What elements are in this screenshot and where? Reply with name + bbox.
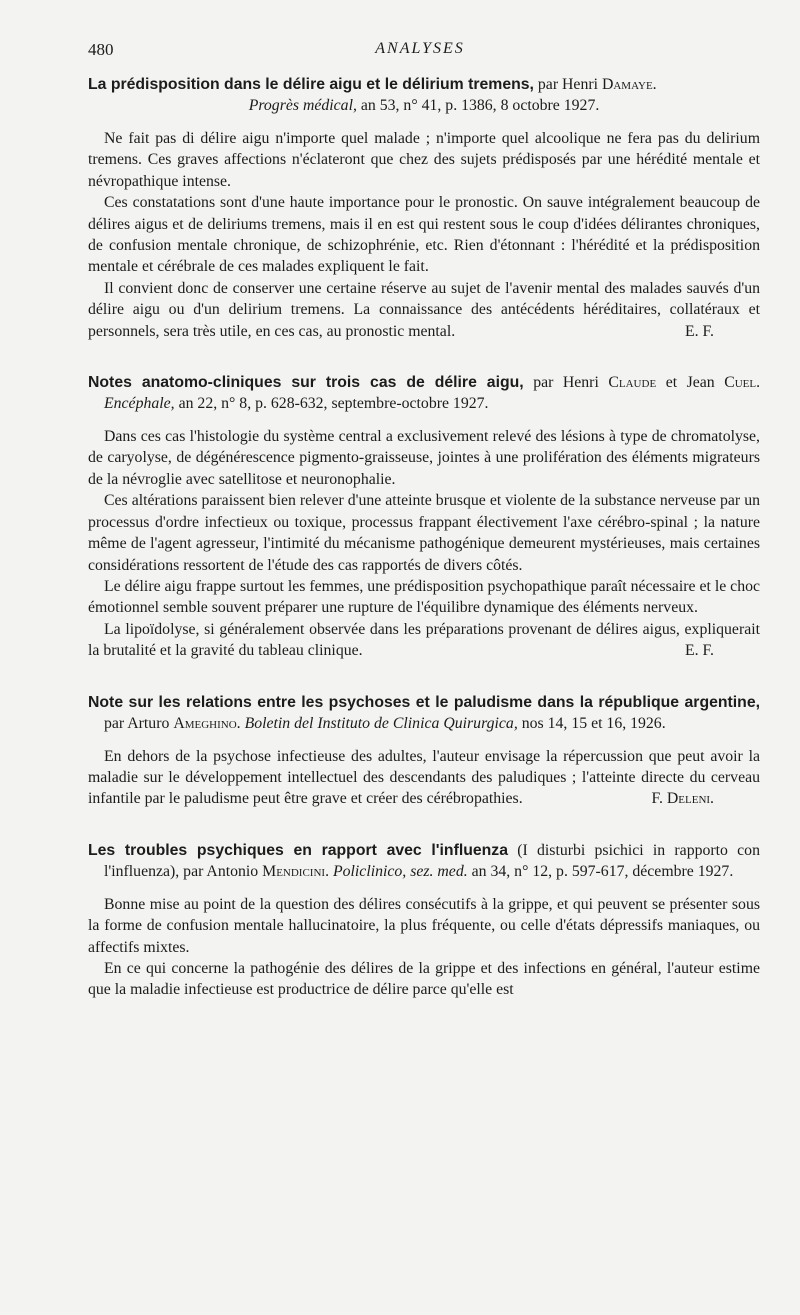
article-heading	[88, 74, 760, 116]
article-subtitle: (I disturbi psichici in rapporto con l'influenza),	[104, 841, 760, 880]
running-title: ANALYSES	[375, 40, 465, 57]
journal-name: Policlinico, sez. med.	[332, 862, 468, 880]
article-title: Note sur les relations entre les psychoses et le paludisme dans la république argentine,	[88, 693, 760, 711]
paragraph-text: Il convient donc de conserver une certaine réserve au sujet de l'avenir mental des malades sauvés d'un délire aigu ou d'un delirium tremens. La connaissance des antécédents héréditaires, collatéraux et personnels, sera très utile, en ces cas, au pronostic mental.	[88, 279, 760, 340]
article-3	[88, 692, 760, 810]
and-text: et Jean	[665, 374, 715, 392]
by-text: par Henri	[537, 76, 598, 93]
article-2	[88, 372, 760, 661]
paragraph: Ne fait pas di délire aigu n'importe quel malade ; n'importe quel alcoolique ne fera pas du delirium tremens. Ces graves affections n'éclateront que chez des sujets prédisposés par une hérédité mentale et névropathique intense.	[88, 130, 760, 190]
signature: E. F.	[684, 322, 714, 340]
journal-name: Encéphale,	[104, 395, 175, 413]
article-title: La prédisposition dans le délire aigu et le délirium tremens,	[88, 76, 534, 93]
article-heading	[88, 692, 760, 734]
author-name: Claude	[608, 374, 657, 392]
paragraph-text: En dehors de la psychose infectieuse des adultes, l'auteur envisage la répercussion que peut avoir la maladie sur le développement intellectuel des descendants des paludiques ; l'atteinte directe du cerveau infantile par le paludisme peut être grave et créer des cérébropathies.	[88, 747, 760, 808]
article-4	[88, 840, 760, 1001]
paragraph: Le délire aigu frappe surtout les femmes, une prédisposition psychopathique paraît nécessaire et le choc émotionnel semble souvent préparer une rupture de l'équilibre dynamique des éléments nerveux.	[88, 577, 760, 617]
content	[88, 74, 760, 1031]
paragraph: Dans ces cas l'histologie du système central a exclusivement relevé des lésions à type de chromatolyse, de caryolyse, de dégénérescence pigmento-graisseuse, jointes à une prolifération des éléments migrateurs de la névroglie avec satellitose et neuronophalie.	[88, 428, 760, 488]
paragraph-text: La lipoïdolyse, si généralement observée dans les préparations provenant de délires aigus, expliquerait la brutalité et la gravité du tableau clinique.	[88, 620, 760, 660]
signature: F. Deleni.	[651, 790, 714, 808]
citation: an 53, n° 41, p. 1386, 8 octobre 1927.	[360, 97, 600, 114]
by-text: par Antonio	[183, 862, 259, 880]
citation: an 22, n° 8, p. 628-632, septembre-octobre 1927.	[178, 395, 489, 413]
article-title: Les troubles psychiques en rapport avec l'influenza	[88, 841, 508, 859]
paragraph: Bonne mise au point de la question des délires consécutifs à la grippe, et qui peuvent se présenter sous la forme de confusion mentale hallucinatoire, la plus fréquente, ou celle d'états dépressifs maniaques, ou affectifs mixtes.	[88, 895, 760, 956]
by-text: par Henri	[533, 374, 599, 392]
paragraph: Ces altérations paraissent bien relever d'une atteinte brusque et violente de la substance nerveuse par un processus d'ordre infectieux ou toxique, processus frappant électivement l'axe cérébro-spinal ; la nature même de l'agent agresseur, l'intimité du mécanisme pathogénique demeurent mystérieuses, mais certaines considérations ressortent de l'étude des cas rapportés de divers côtés.	[88, 492, 760, 574]
paragraph	[88, 619, 760, 662]
article-title: Notes anatomo-cliniques sur trois cas de délire aigu,	[88, 374, 524, 392]
author-name-2: Cuel.	[724, 374, 761, 392]
paragraph: Ces constatations sont d'une haute importance pour le pronostic. On sauve intégralement beaucoup de délires aigus et de deliriums tremens, mais il en est qui restent sous le coup d'idées délirantes chroniques, de confusion mentale chronique, de schizophrénie, etc. Rien d'étonnant : l'hérédité et la prédisposition mentale et cérébrale de ces malades expliquent le fait.	[88, 194, 760, 276]
author-name: Ameghino.	[173, 714, 241, 732]
paragraph	[88, 278, 760, 342]
citation: nos 14, 15 et 16, 1926.	[521, 714, 666, 732]
paragraph: En ce qui concerne la pathogénie des délires de la grippe et des infections en général, l'auteur estime que la maladie infectieuse est productrice de délire parce qu'elle est	[88, 959, 760, 999]
journal-name: Boletin del Instituto de Clinica Quirurgica,	[244, 714, 518, 732]
article-heading	[88, 840, 760, 882]
author-name: Mendicini.	[262, 862, 330, 880]
author-name: Damaye.	[601, 76, 657, 93]
page-number: 480	[88, 40, 114, 59]
by-text: par Arturo	[104, 714, 170, 732]
article-heading	[88, 372, 760, 414]
paragraph	[88, 746, 760, 810]
signature: E. F.	[684, 642, 714, 660]
article-1	[88, 74, 760, 342]
page-header	[88, 40, 752, 66]
journal-name: Progrès médical,	[248, 97, 357, 114]
citation: an 34, n° 12, p. 597-617, décembre 1927.	[471, 862, 734, 880]
